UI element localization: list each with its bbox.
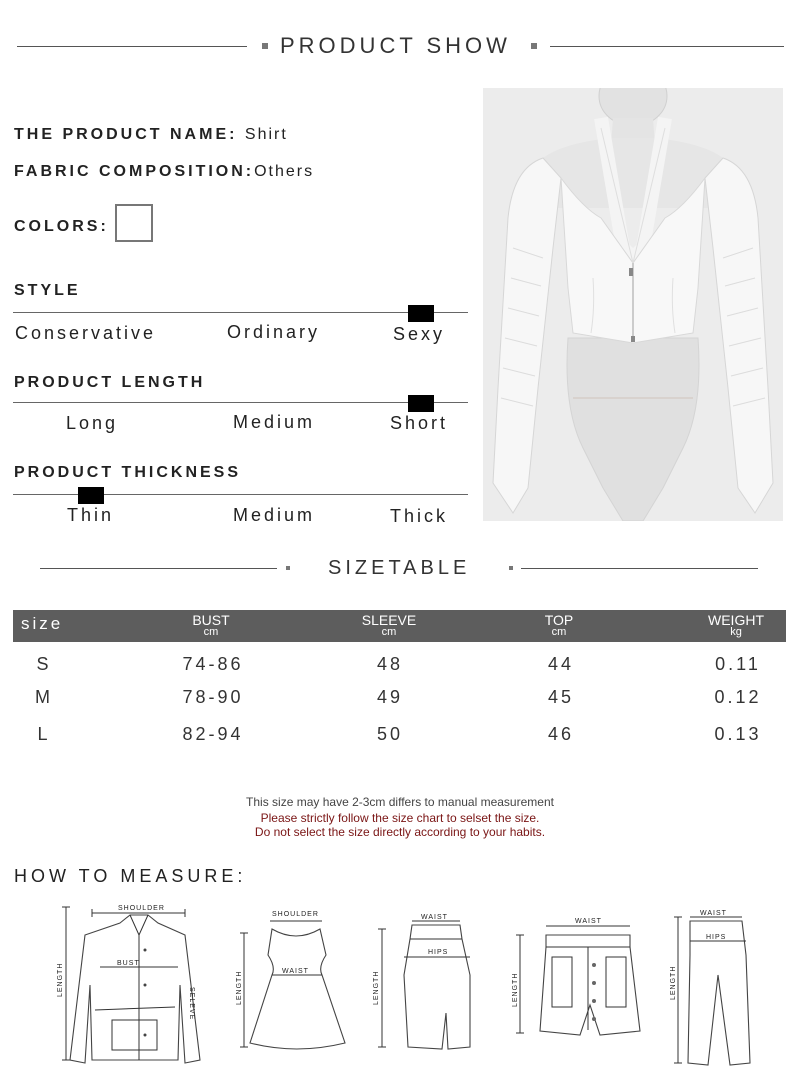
- scale-thickness-title: PRODUCT THICKNESS: [14, 464, 242, 481]
- sizetable-rule-right: [521, 568, 758, 569]
- col-sleeve: [349, 614, 429, 638]
- how-to-measure-title: HOW TO MEASURE:: [14, 866, 247, 886]
- fabric-value: Others: [254, 163, 315, 180]
- col-top-name: TOP: [544, 612, 574, 628]
- scale-thickness-option-thin: Thin: [67, 505, 115, 525]
- dress-diagram: [236, 911, 345, 1049]
- col-bust-name: BUST: [192, 612, 230, 628]
- caption-hips: HIPS: [706, 934, 727, 941]
- cell-bust: 82-94: [182, 724, 244, 744]
- cell-sleeve: 49: [376, 687, 404, 707]
- caption-waist: WAIST: [421, 914, 448, 921]
- col-top: [519, 614, 599, 638]
- scale-style-marker: [408, 305, 434, 322]
- cell-bust: 78-90: [182, 687, 244, 707]
- cell-size: L: [37, 724, 51, 744]
- product-name-value: Shirt: [244, 126, 288, 143]
- caption-length: LENGTH: [57, 962, 64, 997]
- scale-length-title: PRODUCT LENGTH: [14, 374, 206, 391]
- scale-style-line: [13, 312, 468, 313]
- col-bust: [171, 614, 251, 638]
- shirt-diagram: [57, 905, 200, 1063]
- caption-length: LENGTH: [236, 970, 243, 1005]
- sizetable-bullet-right: [509, 566, 513, 570]
- col-bust-unit: cm: [203, 626, 219, 638]
- scale-length-option-medium: Medium: [233, 412, 316, 432]
- cell-sleeve: 48: [376, 654, 404, 674]
- cell-bust: 74-86: [182, 654, 244, 674]
- header-bullet-right: [531, 43, 537, 49]
- caption-hips: HIPS: [428, 949, 449, 956]
- scale-style-option-sexy: Sexy: [393, 324, 446, 344]
- fabric-label: FABRIC COMPOSITION:: [14, 163, 255, 180]
- col-top-unit: cm: [551, 626, 567, 638]
- scale-length-option-long: Long: [66, 413, 119, 433]
- product-name-label: THE PRODUCT NAME:: [14, 126, 238, 143]
- product-photo: [483, 88, 783, 521]
- note-warning-1: Please strictly follow the size chart to selset the size.: [260, 811, 540, 825]
- cell-sleeve: 50: [376, 724, 404, 744]
- scale-thickness-option-medium: Medium: [233, 505, 316, 525]
- scale-length-line: [13, 402, 468, 403]
- col-size: size: [21, 614, 64, 633]
- note-measurement: This size may have 2-3cm differs to manual measurement: [246, 795, 554, 809]
- scale-style-option-ordinary: Ordinary: [227, 322, 321, 342]
- caption-waist: WAIST: [575, 918, 602, 925]
- trousers-diagram: [670, 910, 750, 1065]
- note-warning-2: Do not select the size directly according to your habits.: [254, 825, 546, 839]
- header-rule-left: [17, 46, 247, 47]
- caption-shoulder: SHOULDER: [118, 905, 165, 912]
- col-weight-name: WEIGHT: [708, 612, 764, 628]
- caption-length: LENGTH: [373, 970, 380, 1005]
- scale-style-title: STYLE: [14, 282, 81, 299]
- caption-bust: BUST: [117, 960, 140, 967]
- measure-diagrams: [0, 895, 800, 1080]
- col-weight: [696, 614, 776, 638]
- cell-weight: 0.11: [715, 654, 761, 674]
- header-bullet-left: [262, 43, 268, 49]
- shorts-diagram: [512, 918, 640, 1035]
- scale-length-option-short: Short: [390, 413, 449, 433]
- caption-waist: WAIST: [700, 910, 727, 917]
- cell-top: 44: [547, 654, 575, 674]
- caption-length: LENGTH: [670, 965, 677, 1000]
- color-swatch-white[interactable]: [115, 204, 153, 242]
- cell-top: 45: [547, 687, 575, 707]
- header-rule-right: [550, 46, 784, 47]
- scale-thickness-marker: [78, 487, 104, 504]
- size-table-header: [13, 610, 786, 642]
- cell-size: S: [36, 654, 52, 674]
- caption-shoulder: SHOULDER: [272, 911, 319, 918]
- scale-thickness-option-thick: Thick: [390, 506, 449, 526]
- product-name-row: [14, 126, 288, 144]
- cell-weight: 0.12: [714, 687, 762, 707]
- skirt-diagram: [373, 914, 470, 1049]
- page-title: PRODUCT SHOW: [280, 33, 511, 58]
- caption-selleve: SELEVE: [188, 987, 195, 1021]
- colors-label: COLORS:: [14, 218, 109, 235]
- col-sleeve-unit: cm: [381, 626, 397, 638]
- caption-waist: WAIST: [282, 968, 309, 975]
- fabric-row: [14, 163, 314, 181]
- col-weight-unit: kg: [730, 626, 742, 638]
- sizetable-bullet-left: [286, 566, 290, 570]
- scale-length-marker: [408, 395, 434, 412]
- caption-length: LENGTH: [512, 972, 519, 1007]
- sizetable-title: SIZETABLE: [328, 557, 471, 579]
- cell-top: 46: [547, 724, 575, 744]
- scale-style-option-conservative: Conservative: [15, 323, 157, 343]
- cell-weight: 0.13: [714, 724, 762, 744]
- sizetable-rule-left: [40, 568, 277, 569]
- col-sleeve-name: SLEEVE: [361, 612, 417, 628]
- cell-size: M: [35, 687, 53, 707]
